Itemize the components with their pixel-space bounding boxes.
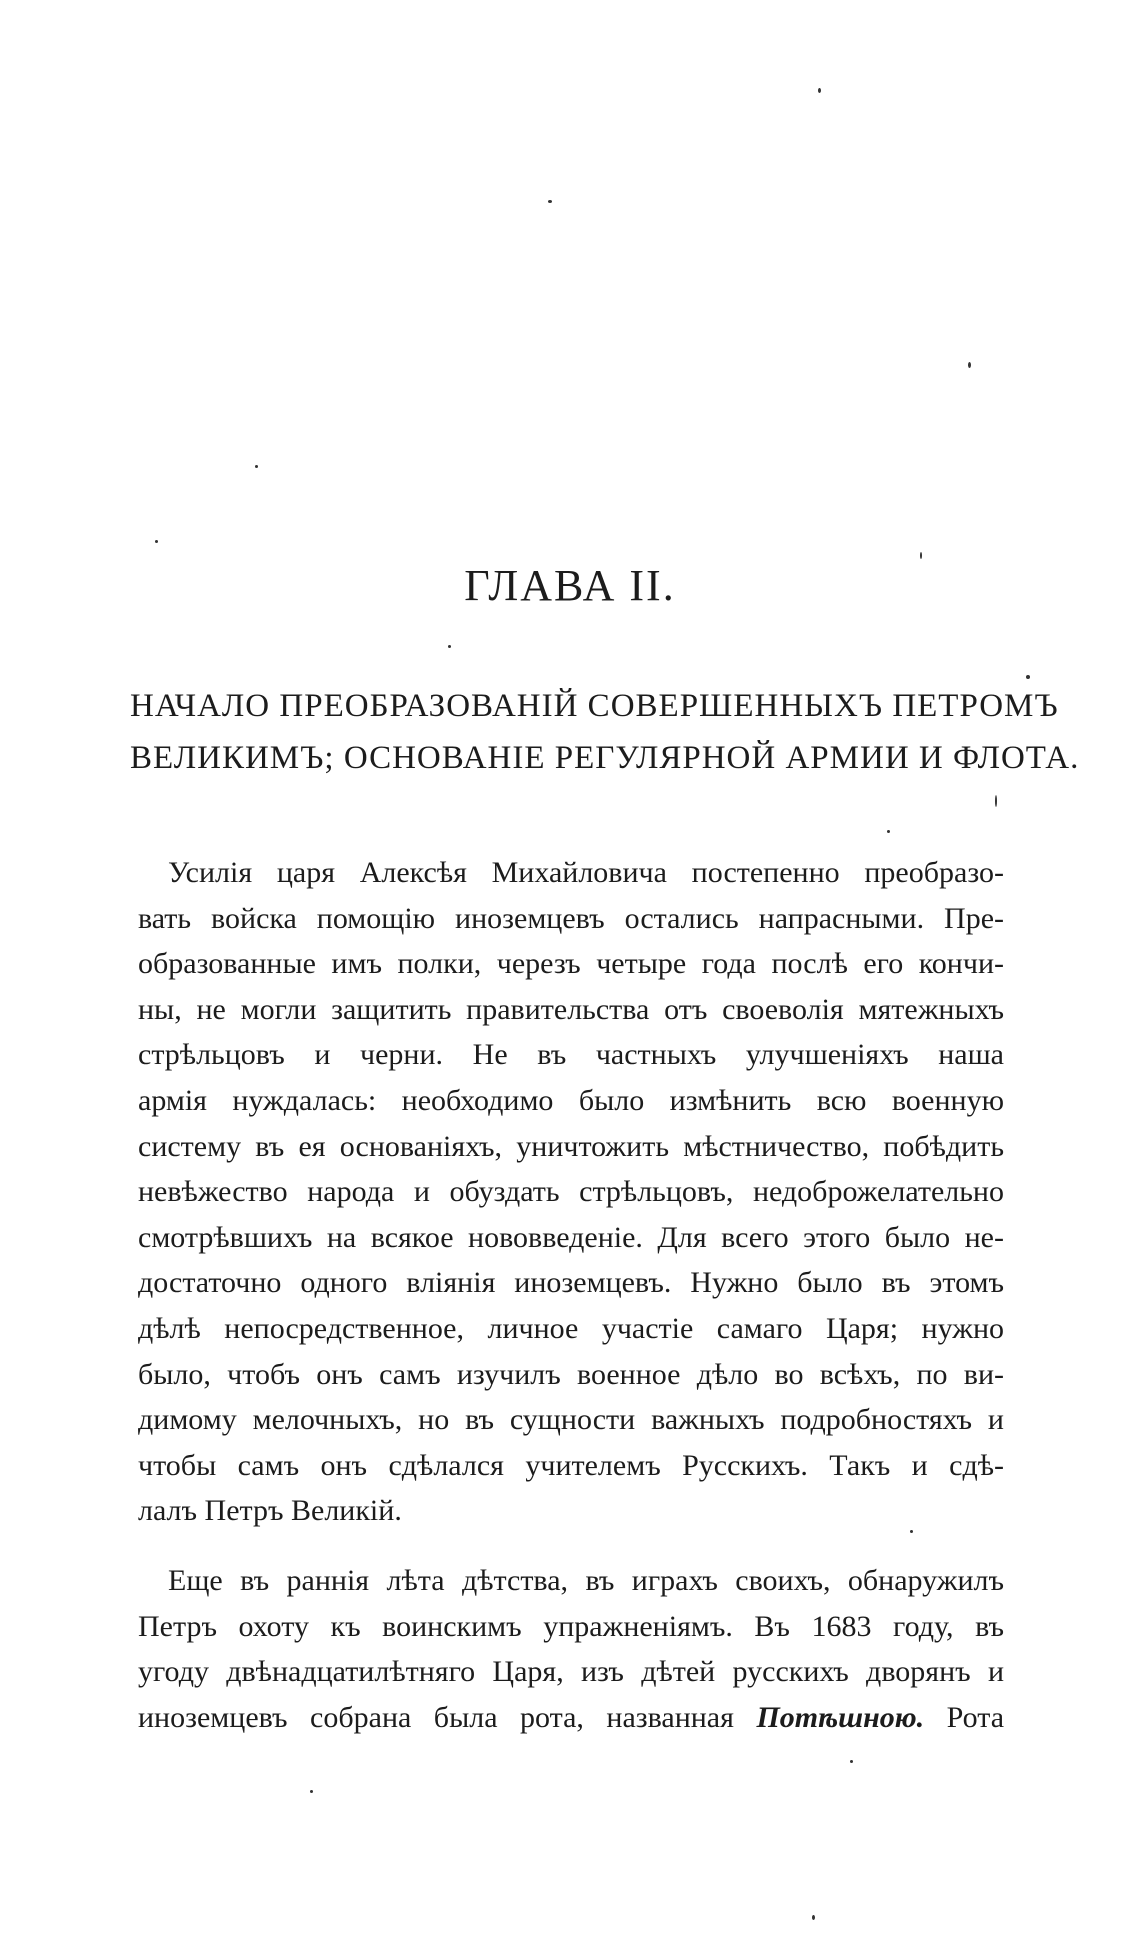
text-segment: Рота xyxy=(946,1700,1004,1734)
text-line: стрѣльцовъ и черни. Не въ частныхъ улучшеніяхъ наша xyxy=(138,1038,1004,1072)
text-segment: иноземцевъ собрана была рота, названная xyxy=(138,1700,734,1734)
scan-speck xyxy=(255,465,258,468)
text-line: вать войска помощію иноземцевъ остались напрасными. Пре- xyxy=(138,901,1004,935)
text-line: Петръ охоту къ воинскимъ упражненіямъ. Въ 1683 году, въ xyxy=(138,1609,1004,1643)
text-line: невѣжество народа и обуздать стрѣльцовъ, недоброжелательно xyxy=(138,1175,1004,1209)
scan-speck xyxy=(1026,675,1030,679)
italic-term: Потѣшною. xyxy=(756,1700,925,1734)
text-line: лалъ Петръ Великій. xyxy=(138,1494,402,1528)
chapter-title-line: НАЧАЛО ПРЕОБРАЗОВАНІЙ СОВЕРШЕННЫХЪ ПЕТРОМЪ xyxy=(130,688,1059,724)
text-line: угоду двѣнадцатилѣтняго Царя, изъ дѣтей русскихъ дворянъ и xyxy=(138,1655,1004,1689)
text-line: систему въ ея основаніяхъ, уничтожить мѣстничество, побѣдить xyxy=(138,1129,1004,1163)
scan-speck xyxy=(995,795,997,807)
text-line: дѣлѣ непосредственное, личное участіе самаго Царя; нужно xyxy=(138,1311,1004,1345)
text-line-final xyxy=(138,1695,1004,1741)
chapter-title-line: ВЕЛИКИМЪ; ОСНОВАНІЕ РЕГУЛЯРНОЙ АРМИИ И ФЛОТА. xyxy=(130,740,1080,776)
scan-speck xyxy=(887,830,890,833)
paragraph-1 xyxy=(138,850,1004,1534)
text-line: Усилія царя Алексѣя Михайловича постепенно преобразо- xyxy=(168,856,1004,889)
scan-speck xyxy=(818,88,821,93)
chapter-heading: ГЛАВА II. xyxy=(464,561,676,610)
scan-speck xyxy=(448,645,451,648)
body-text xyxy=(138,850,1004,1740)
scan-speck xyxy=(548,200,552,203)
text-line: димому мелочныхъ, но въ сущности важныхъ подробностяхъ и xyxy=(138,1403,1004,1437)
text-line: чтобы самъ онъ сдѣлался учителемъ Русскихъ. Такъ и сдѣ- xyxy=(138,1448,1004,1482)
scan-speck xyxy=(910,1530,913,1533)
text-line: армія нуждалась: необходимо было измѣнить всю военную xyxy=(138,1083,1004,1117)
text-line: Еще въ раннія лѣта дѣтства, въ играхъ своихъ, обнаружилъ xyxy=(168,1563,1004,1597)
paragraph-2 xyxy=(138,1558,1004,1740)
scan-speck xyxy=(968,362,971,368)
scan-speck xyxy=(850,1760,853,1763)
text-line: достаточно одного вліянія иноземцевъ. Нужно было въ этомъ xyxy=(138,1266,1004,1300)
scan-speck xyxy=(920,552,922,559)
scan-speck xyxy=(310,1790,313,1793)
text-line: смотрѣвшихъ на всякое нововведеніе. Для всего этого было не- xyxy=(138,1220,1004,1254)
text-line: было, чтобъ онъ самъ изучилъ военное дѣло во всѣхъ, по ви- xyxy=(138,1357,1004,1391)
text-line: образованные имъ полки, черезъ четыре года послѣ его кончи- xyxy=(138,947,1004,981)
scan-speck xyxy=(812,1915,815,1920)
scan-speck xyxy=(155,540,158,543)
text-line: ны, не могли защитить правительства отъ своеволія мятежныхъ xyxy=(138,992,1004,1026)
chapter-title xyxy=(130,680,1080,784)
